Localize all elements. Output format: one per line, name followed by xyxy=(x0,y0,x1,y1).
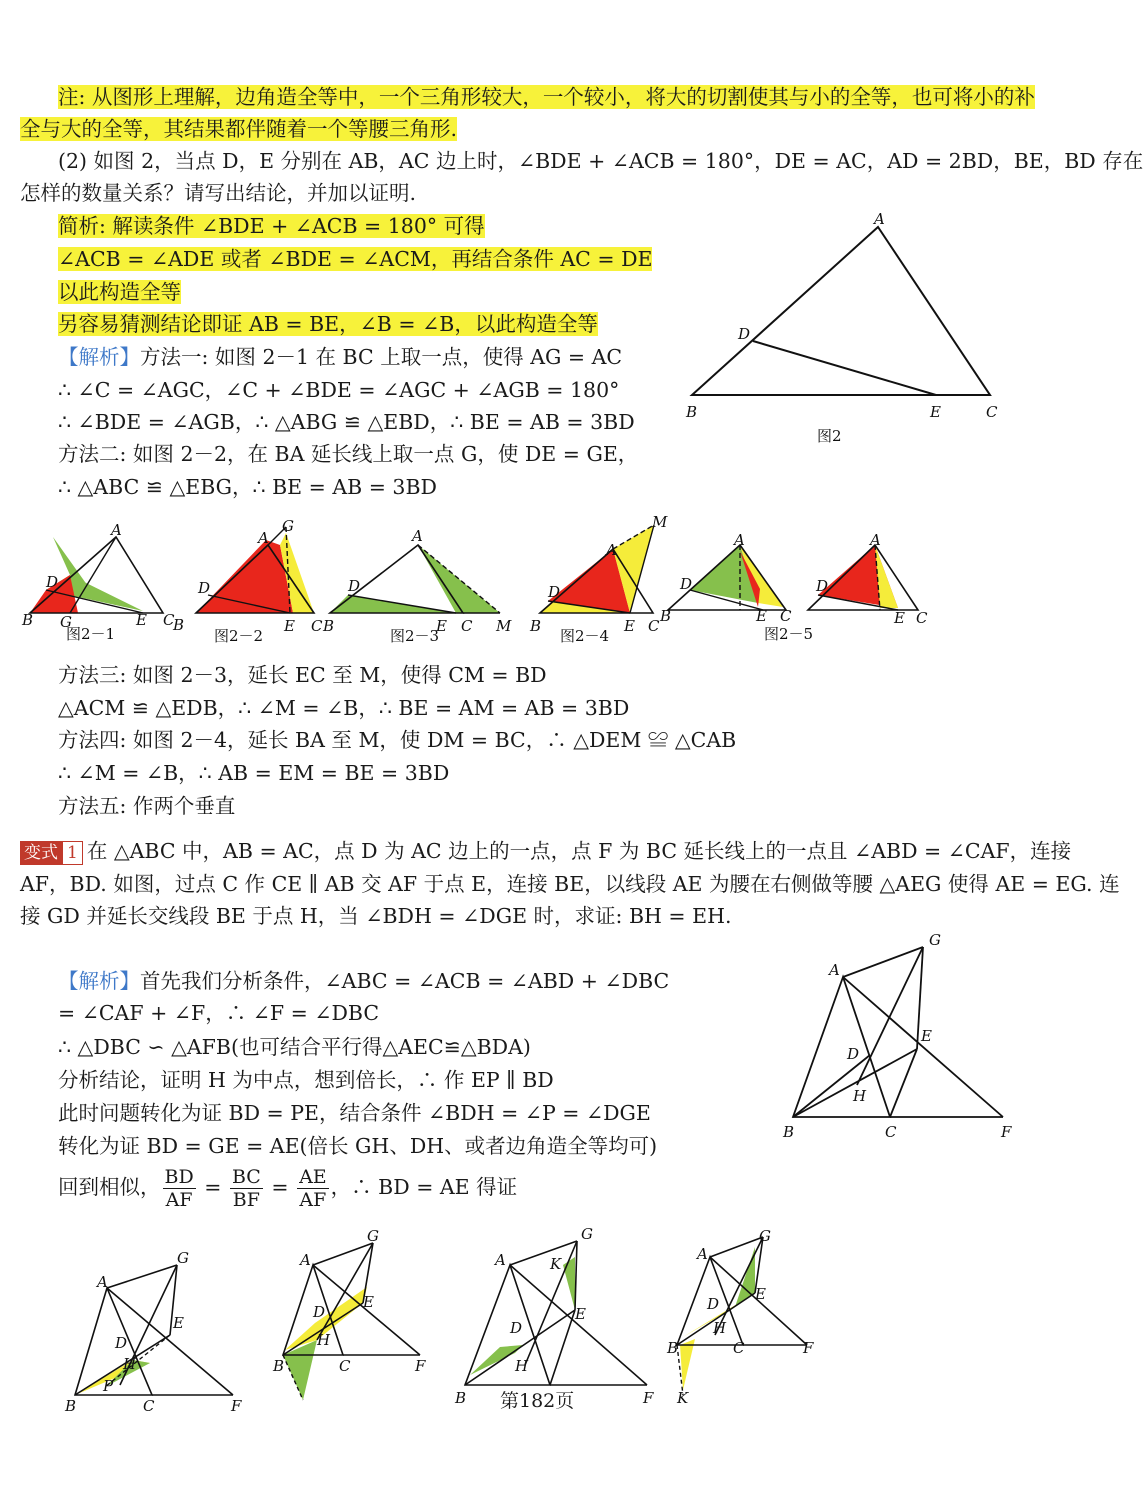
proof-text-7a: 回到相似， xyxy=(58,1175,161,1199)
proof-line-6: 转化为证 BD = GE = AE(倍长 GH、DH、或者边角造全等均可) xyxy=(58,1134,658,1158)
svg-text:C: C xyxy=(780,607,792,625)
svg-text:F: F xyxy=(415,1357,426,1375)
figure-2-5-caption: 图2－5 xyxy=(764,625,814,643)
figure-2-2 xyxy=(172,517,323,645)
fraction-ae-af: $\frac{AE}{AF}$ xyxy=(299,1166,327,1211)
svg-text:G: G xyxy=(282,517,294,535)
svg-text:C: C xyxy=(461,617,473,635)
svg-text:H: H xyxy=(317,1331,331,1349)
solution-text-1: 方法一: 如图 2－1 在 BC 上取一点，使得 AG = AC xyxy=(140,345,623,369)
label-E: E xyxy=(930,403,941,421)
svg-text:E: E xyxy=(136,611,147,629)
svg-text:C: C xyxy=(143,1397,155,1415)
method-5-line: 方法五: 作两个垂直 xyxy=(58,794,236,818)
svg-text:B: B xyxy=(660,607,672,625)
svg-text:D: D xyxy=(115,1334,128,1352)
svg-text:A: A xyxy=(697,1245,708,1263)
variant-tag: 变式 xyxy=(20,841,62,865)
method-3-line-1: 方法三: 如图 2－3，延长 EC 至 M，使得 CM = BD xyxy=(58,663,547,687)
variant-line-2: AF，BD. 如图，过点 C 作 CE ∥ AB 交 AF 于点 E，连接 BE，以线段 AE 为腰在右侧做等腰 △AEG 使得 AE = EG. 连 xyxy=(20,872,1120,896)
label-C: C xyxy=(986,403,998,421)
bottom-figure-1 xyxy=(64,1249,242,1415)
svg-text:D: D xyxy=(847,1045,860,1063)
figure-2-5b xyxy=(764,531,928,643)
svg-text:D: D xyxy=(46,573,59,591)
svg-text:E: E xyxy=(436,617,447,635)
proof-line-1 xyxy=(58,966,669,996)
svg-text:D: D xyxy=(680,575,693,593)
variant-line-3: 接 GD 并延长交线段 BE 于点 H，当 ∠BDH = ∠DGE 时，求证: BH = EH. xyxy=(20,904,732,928)
svg-text:B: B xyxy=(273,1357,285,1375)
solution-tag: 【解析】 xyxy=(58,345,140,369)
svg-text:C: C xyxy=(311,617,323,635)
analysis-line-4 xyxy=(58,309,598,339)
svg-text:B: B xyxy=(667,1339,679,1357)
svg-text:A: A xyxy=(97,1273,108,1291)
question-2-line-1: (2) 如图 2，当点 D，E 分别在 AB，AC 边上时，∠BDE + ∠ACB = 180°，DE = AC，AD = 2BD，BE，BD 存在 xyxy=(58,149,1143,173)
figure-2-2-caption: 图2－2 xyxy=(214,627,264,645)
note-line-1 xyxy=(58,82,1035,112)
svg-text:B: B xyxy=(783,1123,795,1141)
svg-text:P: P xyxy=(103,1377,114,1395)
analysis-line-3 xyxy=(58,277,181,307)
analysis-text-3: 以此构造全等 xyxy=(58,280,181,304)
svg-text:M: M xyxy=(496,617,512,635)
svg-text:A: A xyxy=(300,1251,311,1269)
svg-text:A: A xyxy=(258,529,269,547)
bottom-figure-4 xyxy=(666,1227,814,1407)
bottom-figure-row xyxy=(55,1225,825,1415)
variant-figure xyxy=(775,925,1020,1145)
solution-line-1 xyxy=(58,342,622,372)
proof-text-7b: ，∴ BD = AE 得证 xyxy=(330,1175,518,1199)
svg-text:E: E xyxy=(624,617,635,635)
figure-2-3 xyxy=(322,527,512,645)
label-B: B xyxy=(686,403,698,421)
svg-text:E: E xyxy=(894,609,905,627)
svg-text:E: E xyxy=(755,1285,766,1303)
svg-text:G: G xyxy=(60,613,72,631)
svg-text:E: E xyxy=(363,1293,374,1311)
svg-text:D: D xyxy=(707,1295,720,1313)
variant-number: 1 xyxy=(62,841,83,865)
svg-text:A: A xyxy=(734,531,745,549)
svg-text:F: F xyxy=(231,1397,242,1415)
svg-text:G: G xyxy=(581,1225,593,1243)
svg-text:H: H xyxy=(515,1357,529,1375)
solution-line-2: ∴ ∠C = ∠AGC，∠C + ∠BDE = ∠AGC + ∠AGB = 180° xyxy=(58,378,620,402)
analysis-line-2 xyxy=(58,244,652,274)
solution-line-4: 方法二: 如图 2－2，在 BA 延长线上取一点 G，使 DE = GE， xyxy=(58,442,639,466)
analysis-text-2: ∠ACB = ∠ADE 或者 ∠BDE = ∠ACM，再结合条件 AC = DE xyxy=(58,247,653,271)
svg-text:A: A xyxy=(606,541,617,559)
figure-2 xyxy=(680,205,1010,450)
svg-text:A: A xyxy=(870,531,881,549)
proof-text-1: 首先我们分析条件，∠ABC = ∠ACB = ∠ABD + ∠DBC xyxy=(140,969,670,993)
svg-text:D: D xyxy=(313,1303,326,1321)
svg-text:C: C xyxy=(648,617,660,635)
svg-text:H: H xyxy=(713,1319,727,1337)
question-2-line-2: 怎样的数量关系？请写出结论，并加以证明. xyxy=(20,181,417,205)
figure-2-3-caption: 图2－3 xyxy=(390,627,440,645)
bottom-figure-3 xyxy=(454,1225,654,1407)
svg-text:F: F xyxy=(643,1389,654,1407)
svg-text:G: G xyxy=(759,1227,771,1245)
svg-text:B: B xyxy=(323,617,335,635)
svg-text:C: C xyxy=(733,1339,745,1357)
svg-text:F: F xyxy=(1001,1123,1012,1141)
variant-text-1: 在 △ABC 中，AB = AC，点 D 为 AC 边上的一点，点 F 为 BC 延长线上的一点且 ∠ABD = ∠CAF，连接 xyxy=(86,839,1072,863)
svg-text:M: M xyxy=(652,513,668,531)
solution-line-5: ∴ △ABC ≌ △EBG，∴ BE = AB = 3BD xyxy=(58,475,437,499)
svg-text:G: G xyxy=(177,1249,189,1267)
proof-line-4: 分析结论，证明 H 为中点，想到倍长，∴ 作 EP ∥ BD xyxy=(58,1068,554,1092)
proof-line-2: = ∠CAF + ∠F，∴ ∠F = ∠DBC xyxy=(58,1001,380,1025)
proof-line-7: 回到相似， $\frac{BD}{AF}$ = $\frac{BC}{BF}$ = $\frac{AE}{AF}$ ，∴ BD = AE 得证 xyxy=(58,1166,518,1211)
solution-line-3: ∴ ∠BDE = ∠AGB，∴ △ABG ≌ △EBD，∴ BE = AB = 3BD xyxy=(58,410,635,434)
svg-text:K: K xyxy=(550,1255,562,1273)
proof-tag: 【解析】 xyxy=(58,969,140,993)
note-text-1: 注: 从图形上理解，边角造全等中，一个三角形较大，一个较小，将大的切割使其与小的全等，也可将小的补 xyxy=(58,85,1035,109)
svg-text:E: E xyxy=(756,607,767,625)
svg-text:A: A xyxy=(829,961,840,979)
variant-line-1 xyxy=(20,836,1071,866)
proof-line-5: 此时问题转化为证 BD = PE，结合条件 ∠BDH = ∠P = ∠DGE xyxy=(58,1101,651,1125)
svg-text:B: B xyxy=(22,611,34,629)
svg-text:B: B xyxy=(530,617,542,635)
svg-text:E: E xyxy=(921,1027,932,1045)
svg-text:C: C xyxy=(916,609,928,627)
analysis-text-1: 简析: 解读条件 ∠BDE + ∠ACB = 180° 可得 xyxy=(58,214,485,238)
fraction-bd-af: $\frac{BD}{AF}$ xyxy=(164,1166,194,1211)
svg-text:G: G xyxy=(367,1227,379,1245)
bottom-figure-2 xyxy=(272,1227,426,1400)
svg-text:E: E xyxy=(284,617,295,635)
svg-text:K: K xyxy=(677,1389,689,1407)
svg-text:D: D xyxy=(816,577,829,595)
analysis-line-1 xyxy=(58,211,485,241)
method-4-line-2: ∴ ∠M = ∠B，∴ AB = EM = BE = 3BD xyxy=(58,761,450,785)
svg-text:B: B xyxy=(65,1397,77,1415)
svg-text:A: A xyxy=(495,1251,506,1269)
svg-text:H: H xyxy=(123,1355,137,1373)
figure-2-4-caption: 图2－4 xyxy=(560,627,610,645)
figure-2-4 xyxy=(529,513,668,645)
svg-text:B: B xyxy=(455,1389,467,1407)
figure-2-1 xyxy=(21,521,175,643)
svg-text:F: F xyxy=(803,1339,814,1357)
method-3-line-2: △ACM ≌ △EDB，∴ ∠M = ∠B，∴ BE = AM = AB = 3BD xyxy=(58,696,630,720)
label-A: A xyxy=(874,210,885,228)
page-number: 第182页 xyxy=(500,1390,575,1412)
svg-text:E: E xyxy=(575,1305,586,1323)
analysis-text-4: 另容易猜测结论即证 AB = BE，∠B = ∠B，以此构造全等 xyxy=(58,312,598,336)
method-4-line-1: 方法四: 如图 2－4，延长 BA 至 M，使 DM = BC，∴ △DEM ≌ △CAB xyxy=(58,728,737,752)
figure-row-2 xyxy=(18,515,1068,650)
svg-text:D: D xyxy=(198,579,211,597)
svg-text:D: D xyxy=(548,583,561,601)
note-line-2 xyxy=(20,114,457,144)
svg-text:A: A xyxy=(111,521,122,539)
svg-text:E: E xyxy=(173,1314,184,1332)
figure-2-5a xyxy=(659,531,792,625)
svg-text:H: H xyxy=(853,1087,867,1105)
svg-text:C: C xyxy=(339,1357,351,1375)
svg-text:B: B xyxy=(173,616,185,634)
figure-2-1-caption: 图2－1 xyxy=(66,625,116,643)
fraction-bc-bf: $\frac{BC}{BF}$ xyxy=(231,1166,261,1211)
svg-text:D: D xyxy=(510,1319,523,1337)
svg-text:C: C xyxy=(885,1123,897,1141)
proof-line-3: ∴ △DBC ∽ △AFB(也可结合平行得△AEC≌△BDA) xyxy=(58,1035,531,1059)
figure-2-caption: 图2 xyxy=(817,427,842,445)
svg-text:C: C xyxy=(163,611,175,629)
svg-text:D: D xyxy=(348,577,361,595)
label-D: D xyxy=(738,325,751,343)
svg-text:G: G xyxy=(929,931,941,949)
note-text-2: 全与大的全等，其结果都伴随着一个等腰三角形. xyxy=(20,117,458,141)
svg-text:A: A xyxy=(412,527,423,545)
